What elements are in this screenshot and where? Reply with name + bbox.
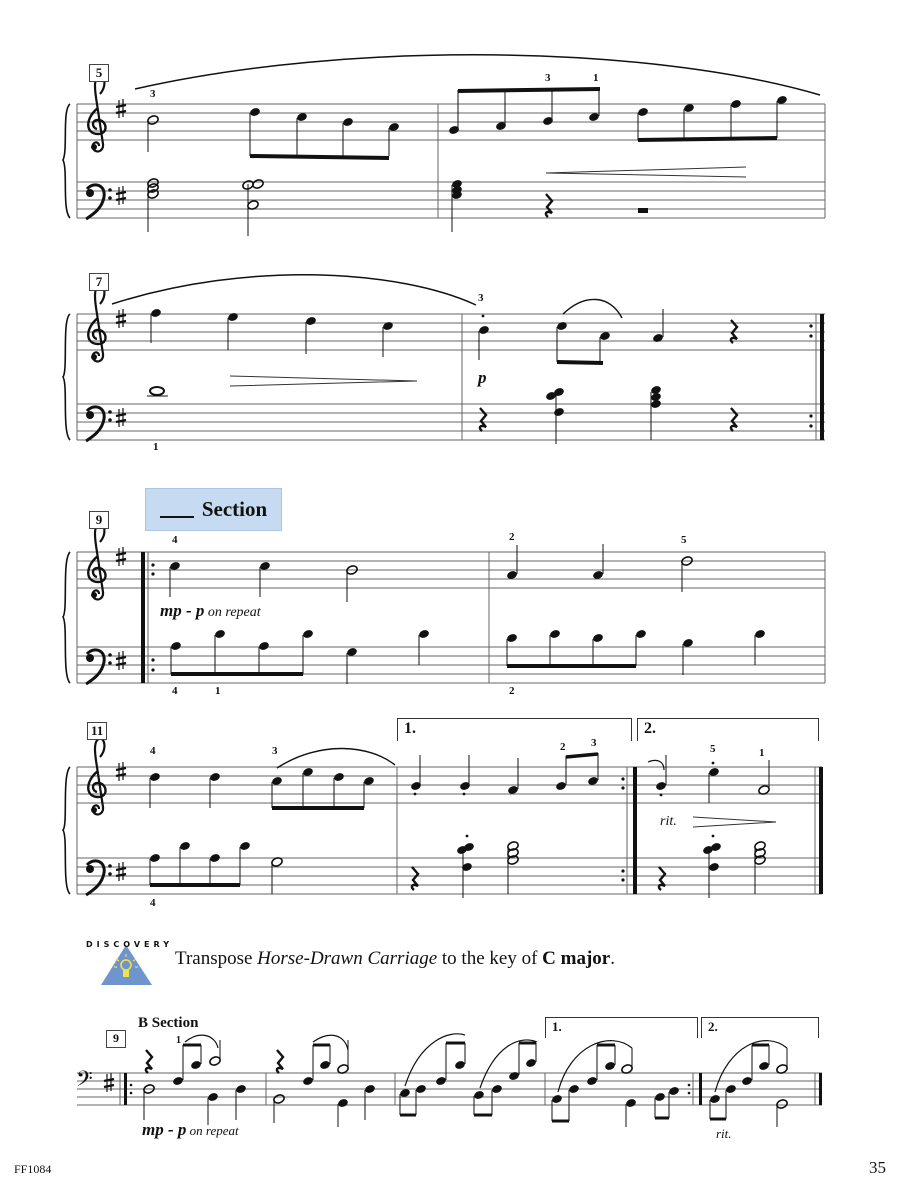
discovery-instruction: Transpose Horse-Drawn Carriage to the key of C major.: [175, 948, 615, 969]
b-first-ending-bracket: 1.: [545, 1017, 698, 1038]
fingering: 5: [681, 534, 687, 546]
section-label: Section: [201, 497, 268, 521]
fingering: 3: [150, 88, 156, 100]
fingering: 4: [150, 745, 156, 757]
first-ending-bracket: 1.: [397, 718, 632, 741]
ritardando-marking: rit.: [660, 814, 677, 829]
b-ritardando-marking: rit.: [716, 1126, 732, 1141]
measure-number-9: 9: [89, 511, 109, 529]
fingering: 1: [593, 72, 599, 84]
fingering: 2: [560, 741, 566, 753]
fingering: 5: [710, 743, 716, 755]
fingering: 1: [215, 685, 221, 697]
footer-code: FF1084: [14, 1162, 52, 1176]
b-section-staff: [76, 1034, 822, 1127]
fingering: 3: [545, 72, 551, 84]
section-label-box[interactable]: [145, 488, 282, 531]
fingering: 2: [509, 685, 515, 697]
system-4: [63, 739, 823, 898]
fingering: 3: [272, 745, 278, 757]
system-2: [63, 275, 825, 444]
fingering: 3: [478, 292, 484, 304]
dynamic-mp-p-on-repeat: mp - p on repeat: [160, 601, 261, 620]
fingering: 3: [591, 737, 597, 749]
page-number: 35: [869, 1158, 886, 1177]
discovery-label: DISCOVERY: [86, 940, 174, 949]
fingering: 4: [150, 897, 156, 909]
measure-number-11: 11: [87, 722, 107, 740]
b-section-title: B Section: [138, 1015, 199, 1031]
b-dynamic-mp-p-on-repeat: mp - p on repeat: [142, 1120, 239, 1139]
fingering: 1: [176, 1035, 181, 1046]
discovery-badge: [86, 940, 174, 990]
section-blank[interactable]: [160, 502, 194, 518]
measure-number-b-9: 9: [106, 1030, 126, 1048]
system-1: [63, 55, 825, 236]
fingering: 1: [759, 747, 765, 759]
svg-text:𝄢: 𝄢: [76, 1067, 93, 1097]
second-ending-bracket: 2.: [637, 718, 819, 741]
fingering: 4: [172, 685, 178, 697]
fingering: 1: [153, 441, 159, 453]
fingering: 4: [172, 534, 178, 546]
measure-number-7: 7: [89, 273, 109, 291]
b-second-ending-bracket: 2.: [701, 1017, 819, 1038]
fingering: 2: [509, 531, 515, 543]
measure-number-5: 5: [89, 64, 109, 82]
dynamic-p: p: [478, 368, 487, 387]
